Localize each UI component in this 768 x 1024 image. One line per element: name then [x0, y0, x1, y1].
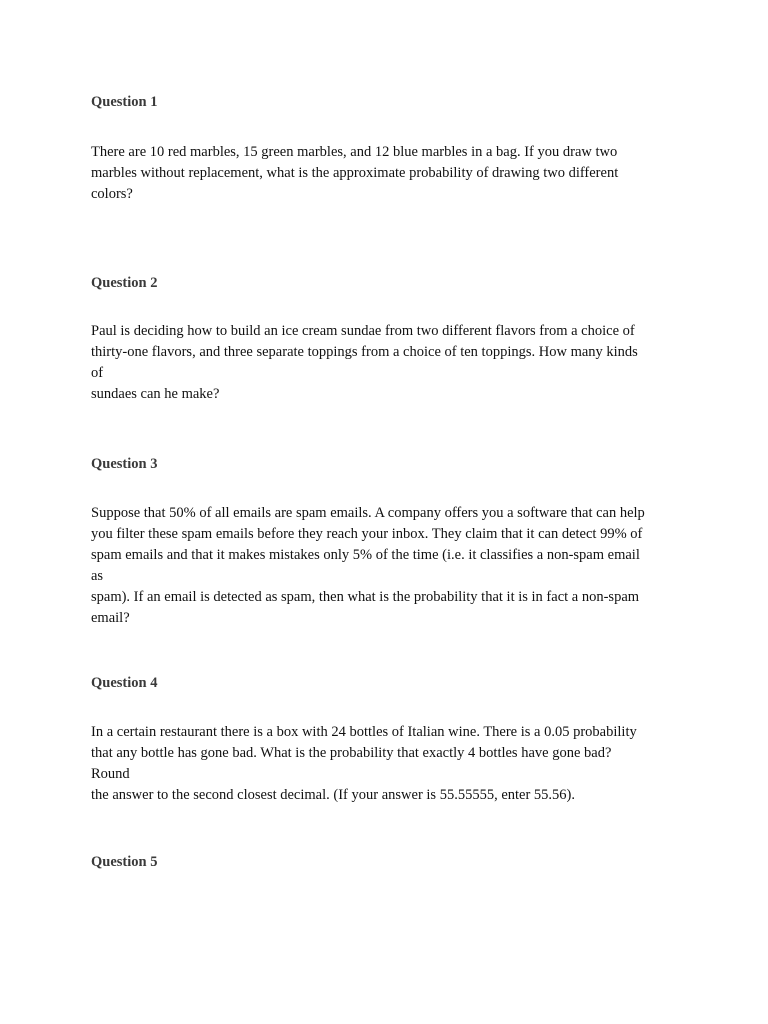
question-2-line: sundaes can he make?	[91, 386, 220, 402]
question-3-text	[91, 503, 651, 629]
question-3-title: Question 3	[91, 456, 158, 472]
question-3-line: Suppose that 50% of all emails are spam emails. A company offers you a software that can help	[91, 505, 645, 521]
question-1-line: marbles without replacement, what is the approximate probability of drawing two different	[91, 165, 619, 181]
question-3-line: spam). If an email is detected as spam, then what is the probability that it is in fact a non-spam	[91, 589, 640, 605]
question-1-title: Question 1	[91, 94, 158, 110]
question-1-text	[91, 142, 651, 205]
question-5-title: Question 5	[91, 854, 158, 870]
question-2-text	[91, 321, 651, 405]
question-1-line: colors?	[91, 186, 133, 202]
question-3-line: email?	[91, 610, 130, 626]
question-2-title: Question 2	[91, 275, 158, 291]
question-4-line: that any bottle has gone bad. What is the probability that exactly 4 bottles have gone bad? Round	[91, 745, 612, 782]
question-3-line: you filter these spam emails before they reach your inbox. They claim that it can detect 99% of	[91, 526, 643, 542]
question-2-line: thirty-one flavors, and three separate toppings from a choice of ten toppings. How many kinds of	[91, 344, 638, 381]
question-4-text	[91, 722, 651, 806]
question-1-line: There are 10 red marbles, 15 green marbles, and 12 blue marbles in a bag. If you draw two	[91, 144, 618, 160]
question-3-line: spam emails and that it makes mistakes only 5% of the time (i.e. it classifies a non-spam email as	[91, 547, 640, 584]
question-2-line: Paul is deciding how to build an ice cream sundae from two different flavors from a choice of	[91, 323, 635, 339]
question-4-line: the answer to the second closest decimal. (If your answer is 55.55555, enter 55.56).	[91, 787, 576, 803]
question-4-title: Question 4	[91, 675, 158, 691]
question-4-line: In a certain restaurant there is a box with 24 bottles of Italian wine. There is a 0.05 probability	[91, 724, 637, 740]
